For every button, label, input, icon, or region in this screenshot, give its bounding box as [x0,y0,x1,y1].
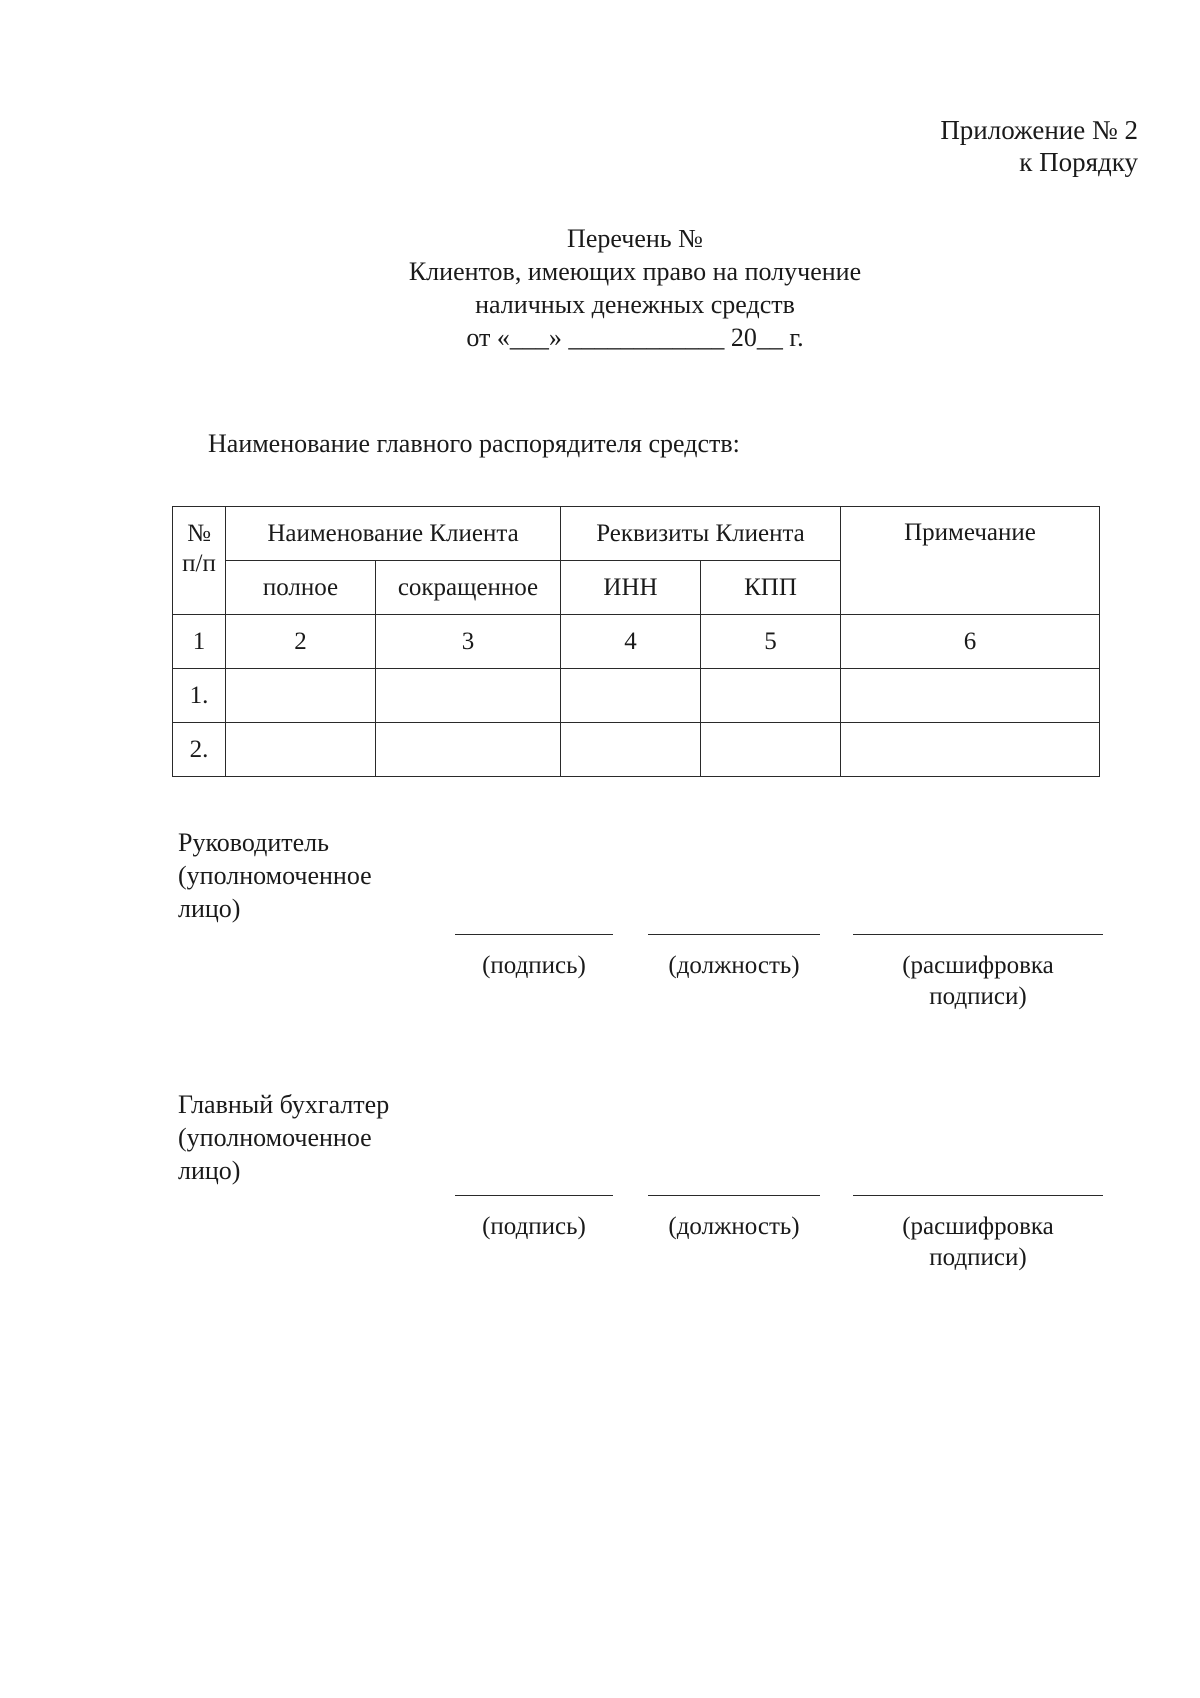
cell-inn [561,669,701,723]
signature-decoding-line[interactable] [853,934,1103,935]
cell-note [841,669,1100,723]
column-number: 6 [841,615,1100,669]
title-date: от «___» ____________ 20__ г. [466,323,804,352]
role-person: лицо) [178,1156,241,1185]
role-title: Главный бухгалтер [178,1090,390,1119]
column-number: 4 [561,615,701,669]
caption-decoding-line: (расшифровка [902,952,1054,979]
document-title [0,222,1200,354]
header-client-details: Реквизиты Клиента [561,507,841,561]
cell-short-name [376,669,561,723]
cell-full-name [226,669,376,723]
header-number [173,507,226,615]
cell-short-name [376,723,561,777]
signature-role-accountant [178,1088,389,1187]
signature-line[interactable] [455,934,613,935]
header-note: Примечание [841,507,1100,615]
cell-full-name [226,723,376,777]
role-person: лицо) [178,894,241,923]
main-manager-label: Наименование главного распорядителя средств: [208,429,740,458]
subheader-inn: ИНН [561,561,701,615]
caption-decoding [853,950,1103,1012]
cell-kpp [701,723,841,777]
cell-kpp [701,669,841,723]
signature-line[interactable] [455,1195,613,1196]
title-list-number: Перечень № [567,224,703,253]
title-cash: наличных денежных средств [475,290,795,319]
caption-signature: (подпись) [482,1213,586,1240]
position-line[interactable] [648,934,820,935]
table-header-row [173,507,1100,561]
column-number: 5 [701,615,841,669]
signature-role-head [178,826,372,925]
caption-position: (должность) [668,952,800,979]
caption-position: (должность) [668,1213,800,1240]
column-number-row [173,615,1100,669]
position-line[interactable] [648,1195,820,1196]
appendix-to-order: к Порядку [1019,147,1138,177]
appendix-reference [940,114,1138,178]
title-clients: Клиентов, имеющих право на получение [408,257,862,286]
column-number: 1 [173,615,226,669]
table-row [173,723,1100,777]
subheader-short: сокращенное [376,561,561,615]
role-title: Руководитель [178,828,329,857]
signature-decoding-line[interactable] [853,1195,1103,1196]
header-client-name: Наименование Клиента [226,507,561,561]
column-number: 2 [226,615,376,669]
caption-decoding-line: (расшифровка [902,1213,1054,1240]
role-authorized: (уполномоченное [178,1123,372,1152]
role-authorized: (уполномоченное [178,861,372,890]
cell-note [841,723,1100,777]
caption-decoding-line: подписи) [929,1244,1027,1271]
subheader-kpp: КПП [701,561,841,615]
header-number-text: № п/п [182,520,216,577]
column-number: 3 [376,615,561,669]
caption-signature: (подпись) [482,952,586,979]
row-number: 1. [173,669,226,723]
subheader-full: полное [226,561,376,615]
cell-inn [561,723,701,777]
caption-decoding [853,1211,1103,1273]
appendix-number: Приложение № 2 [940,115,1138,145]
clients-table [172,506,1100,777]
caption-decoding-line: подписи) [929,983,1027,1010]
table-row [173,669,1100,723]
row-number: 2. [173,723,226,777]
